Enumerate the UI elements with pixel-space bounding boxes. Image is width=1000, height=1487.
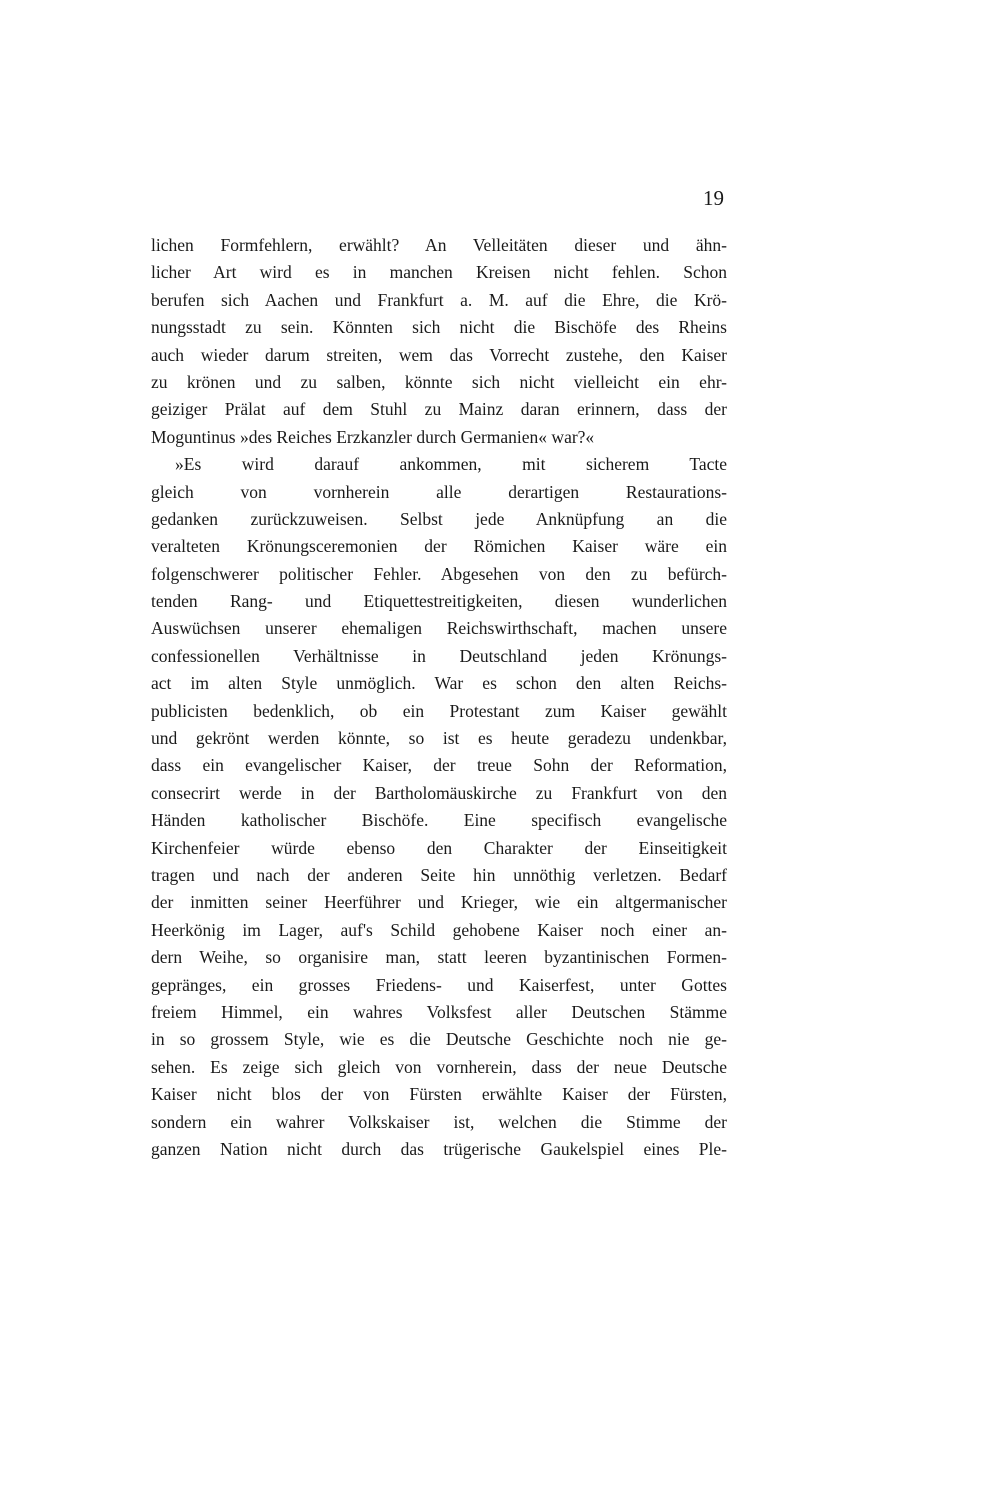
text-line: dern Weihe, so organisire man, statt leeren byzantinischen Formen- xyxy=(151,947,727,968)
text-line: und gekrönt werden könnte, so ist es heute geradezu undenkbar, xyxy=(151,728,727,749)
text-line: Kaiser nicht blos der von Fürsten erwählte Kaiser der Fürsten, xyxy=(151,1084,727,1105)
text-line: Kirchenfeier würde ebenso den Charakter der Einseitigkeit xyxy=(151,837,727,858)
text-line: gepränges, ein grosses Friedens- und Kaiserfest, unter Gottes xyxy=(151,974,727,995)
text-line: in so grossem Style, wie es die Deutsche Geschichte noch nie ge- xyxy=(151,1029,727,1050)
text-line: ganzen Nation nicht durch das trügerische Gaukelspiel eines Ple- xyxy=(151,1138,727,1159)
text-line: »Es wird darauf ankommen, mit sicherem Tacte xyxy=(175,454,727,475)
text-line: zu krönen und zu salben, könnte sich nicht vielleicht ein ehr- xyxy=(151,371,727,392)
text-line: Auswüchsen unserer ehemaligen Reichswirthschaft, machen unsere xyxy=(151,618,727,639)
text-line: folgenschwerer politischer Fehler. Abgesehen von den zu befürch- xyxy=(151,563,727,584)
text-line: gleich von vornherein alle derartigen Restaurations- xyxy=(151,481,727,502)
text-line: Händen katholischer Bischöfe. Eine specifisch evangelische xyxy=(151,810,727,831)
text-line: publicisten bedenklich, ob ein Protestant zum Kaiser gewählt xyxy=(151,700,727,721)
text-line: nungsstadt zu sein. Könnten sich nicht die Bischöfe des Rheins xyxy=(151,317,727,338)
text-line: geiziger Prälat auf dem Stuhl zu Mainz daran erinnern, dass der xyxy=(151,399,727,420)
text-line: freiem Himmel, ein wahres Volksfest aller Deutschen Stämme xyxy=(151,1001,727,1022)
text-line: licher Art wird es in manchen Kreisen nicht fehlen. Schon xyxy=(151,262,727,283)
body-text xyxy=(151,232,727,1163)
text-line: act im alten Style unmöglich. War es schon den alten Reichs- xyxy=(151,673,727,694)
text-line: Moguntinus »des Reiches Erzkanzler durch Germanien« war?« xyxy=(151,426,595,447)
text-line: gedanken zurückzuweisen. Selbst jede Anknüpfung an die xyxy=(151,508,727,529)
text-line: dass ein evangelischer Kaiser, der treue Sohn der Reformation, xyxy=(151,755,727,776)
text-line: Heerkönig im Lager, auf's Schild gehobene Kaiser noch einer an- xyxy=(151,919,727,940)
text-line: veralteten Krönungsceremonien der Römichen Kaiser wäre ein xyxy=(151,536,727,557)
text-line: sehen. Es zeige sich gleich von vornherein, dass der neue Deutsche xyxy=(151,1056,727,1077)
page-number: 19 xyxy=(703,186,724,210)
text-line: der inmitten seiner Heerführer und Krieger, wie ein altgermanischer xyxy=(151,892,727,913)
text-line: tenden Rang- und Etiquettestreitigkeiten, diesen wunderlichen xyxy=(151,591,727,612)
text-line: tragen und nach der anderen Seite hin unnöthig verletzen. Bedarf xyxy=(151,864,727,885)
text-line: lichen Formfehlern, erwählt? An Velleitäten dieser und ähn- xyxy=(151,235,727,255)
text-line: sondern ein wahrer Volkskaiser ist, welchen die Stimme der xyxy=(151,1111,727,1132)
text-line: confessionellen Verhältnisse in Deutschland jeden Krönungs- xyxy=(151,645,727,666)
text-line: consecrirt werde in der Bartholomäuskirche zu Frankfurt von den xyxy=(151,782,727,803)
text-line: auch wieder darum streiten, wem das Vorrecht zustehe, den Kaiser xyxy=(151,344,727,365)
text-line: berufen sich Aachen und Frankfurt a. M. auf die Ehre, die Krö- xyxy=(151,289,727,310)
